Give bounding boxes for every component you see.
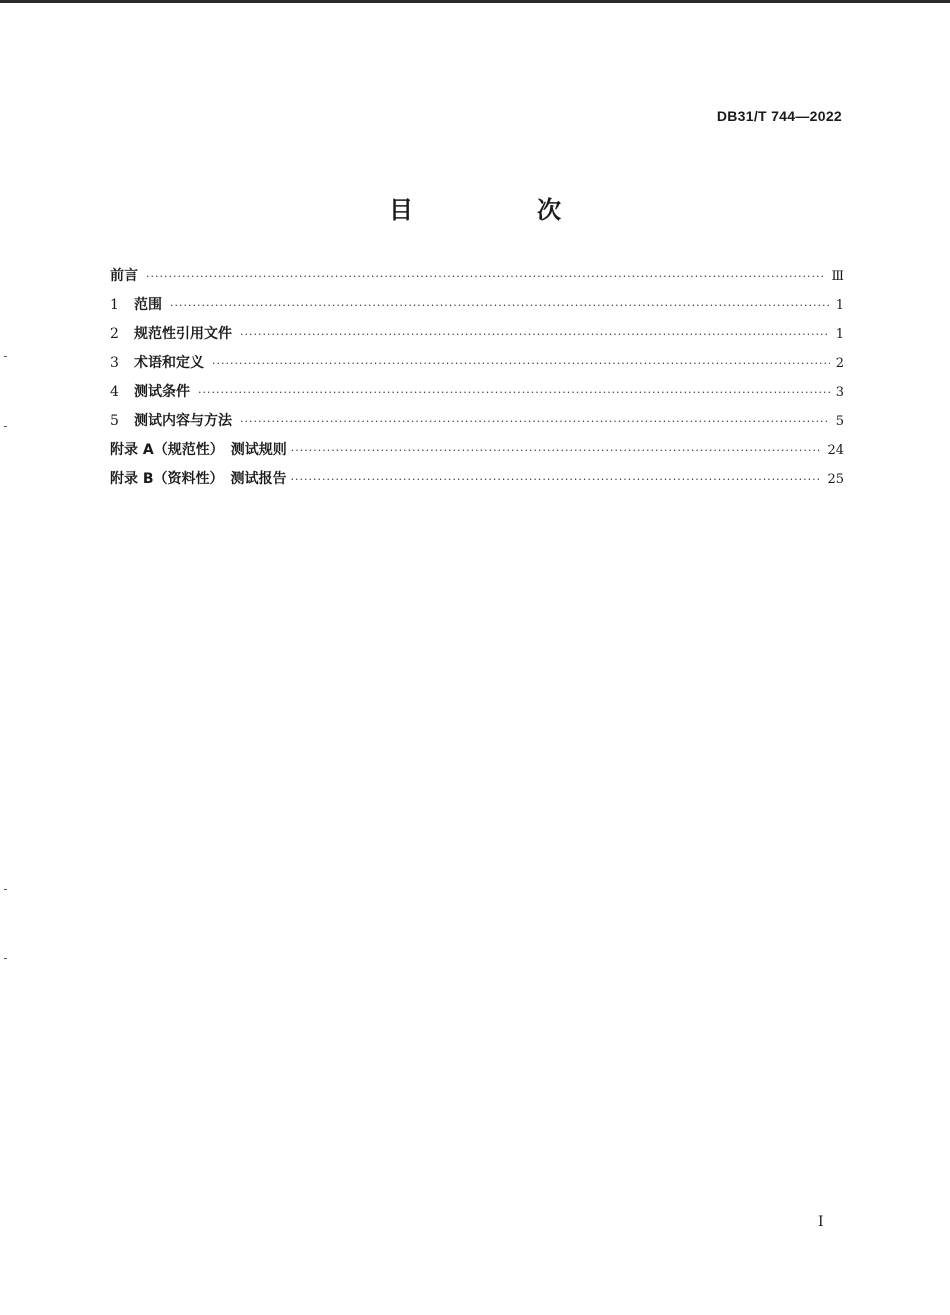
toc-entry-test-conditions[interactable] (110, 381, 844, 410)
table-of-contents (110, 265, 844, 497)
toc-entry-page: 2 (835, 356, 844, 371)
toc-entry-page: 3 (835, 385, 844, 400)
toc-entry-number: 3 (110, 355, 119, 371)
toc-leader-dots (198, 386, 830, 399)
toc-entry-normative-references[interactable] (110, 323, 844, 352)
toc-entry-number: 5 (110, 413, 119, 429)
toc-entry-label: 规范性引用文件 (134, 326, 232, 342)
scan-speck (4, 958, 7, 959)
toc-entry-label: 范围 (134, 297, 162, 313)
toc-title: 目 次 (389, 196, 611, 224)
toc-entry-page: 1 (835, 327, 844, 342)
toc-leader-dots (291, 473, 822, 486)
toc-entry-page: 5 (835, 414, 844, 429)
toc-entry-page: 24 (827, 443, 844, 458)
toc-entry-label: 前言 (110, 268, 138, 284)
toc-entry-page: 25 (827, 472, 844, 487)
scan-speck (4, 889, 7, 890)
toc-entry-terms-definitions[interactable] (110, 352, 844, 381)
toc-entry-number: 2 (110, 326, 119, 342)
toc-entry-scope[interactable] (110, 294, 844, 323)
toc-entry-page: 1 (835, 298, 844, 313)
toc-leader-dots (146, 270, 825, 283)
toc-entry-appendix-a[interactable] (110, 439, 844, 468)
scan-top-edge (0, 0, 950, 3)
page-number: I (818, 1214, 824, 1230)
toc-entry-appendix-b[interactable] (110, 468, 844, 497)
toc-entry-label: 测试内容与方法 (134, 413, 232, 429)
toc-entry-label: 测试条件 (134, 384, 190, 400)
toc-leader-dots (240, 328, 830, 341)
scan-speck (4, 426, 7, 427)
toc-entry-number: 4 (110, 384, 119, 400)
toc-leader-dots (170, 299, 830, 312)
toc-leader-dots (212, 357, 830, 370)
document-code: DB31/T 744—2022 (716, 108, 842, 124)
toc-entry-label: 术语和定义 (134, 355, 204, 371)
toc-entry-number: 1 (110, 297, 119, 313)
toc-entry-label: 附录 B（资料性） 测试报告 (110, 471, 287, 487)
toc-leader-dots (240, 415, 830, 428)
toc-entry-foreword[interactable] (110, 265, 844, 294)
toc-entry-page: Ⅲ (831, 269, 844, 284)
toc-entry-test-content-methods[interactable] (110, 410, 844, 439)
toc-entry-label: 附录 A（规范性） 测试规则 (110, 442, 287, 458)
scan-speck (4, 356, 7, 357)
toc-leader-dots (291, 444, 822, 457)
